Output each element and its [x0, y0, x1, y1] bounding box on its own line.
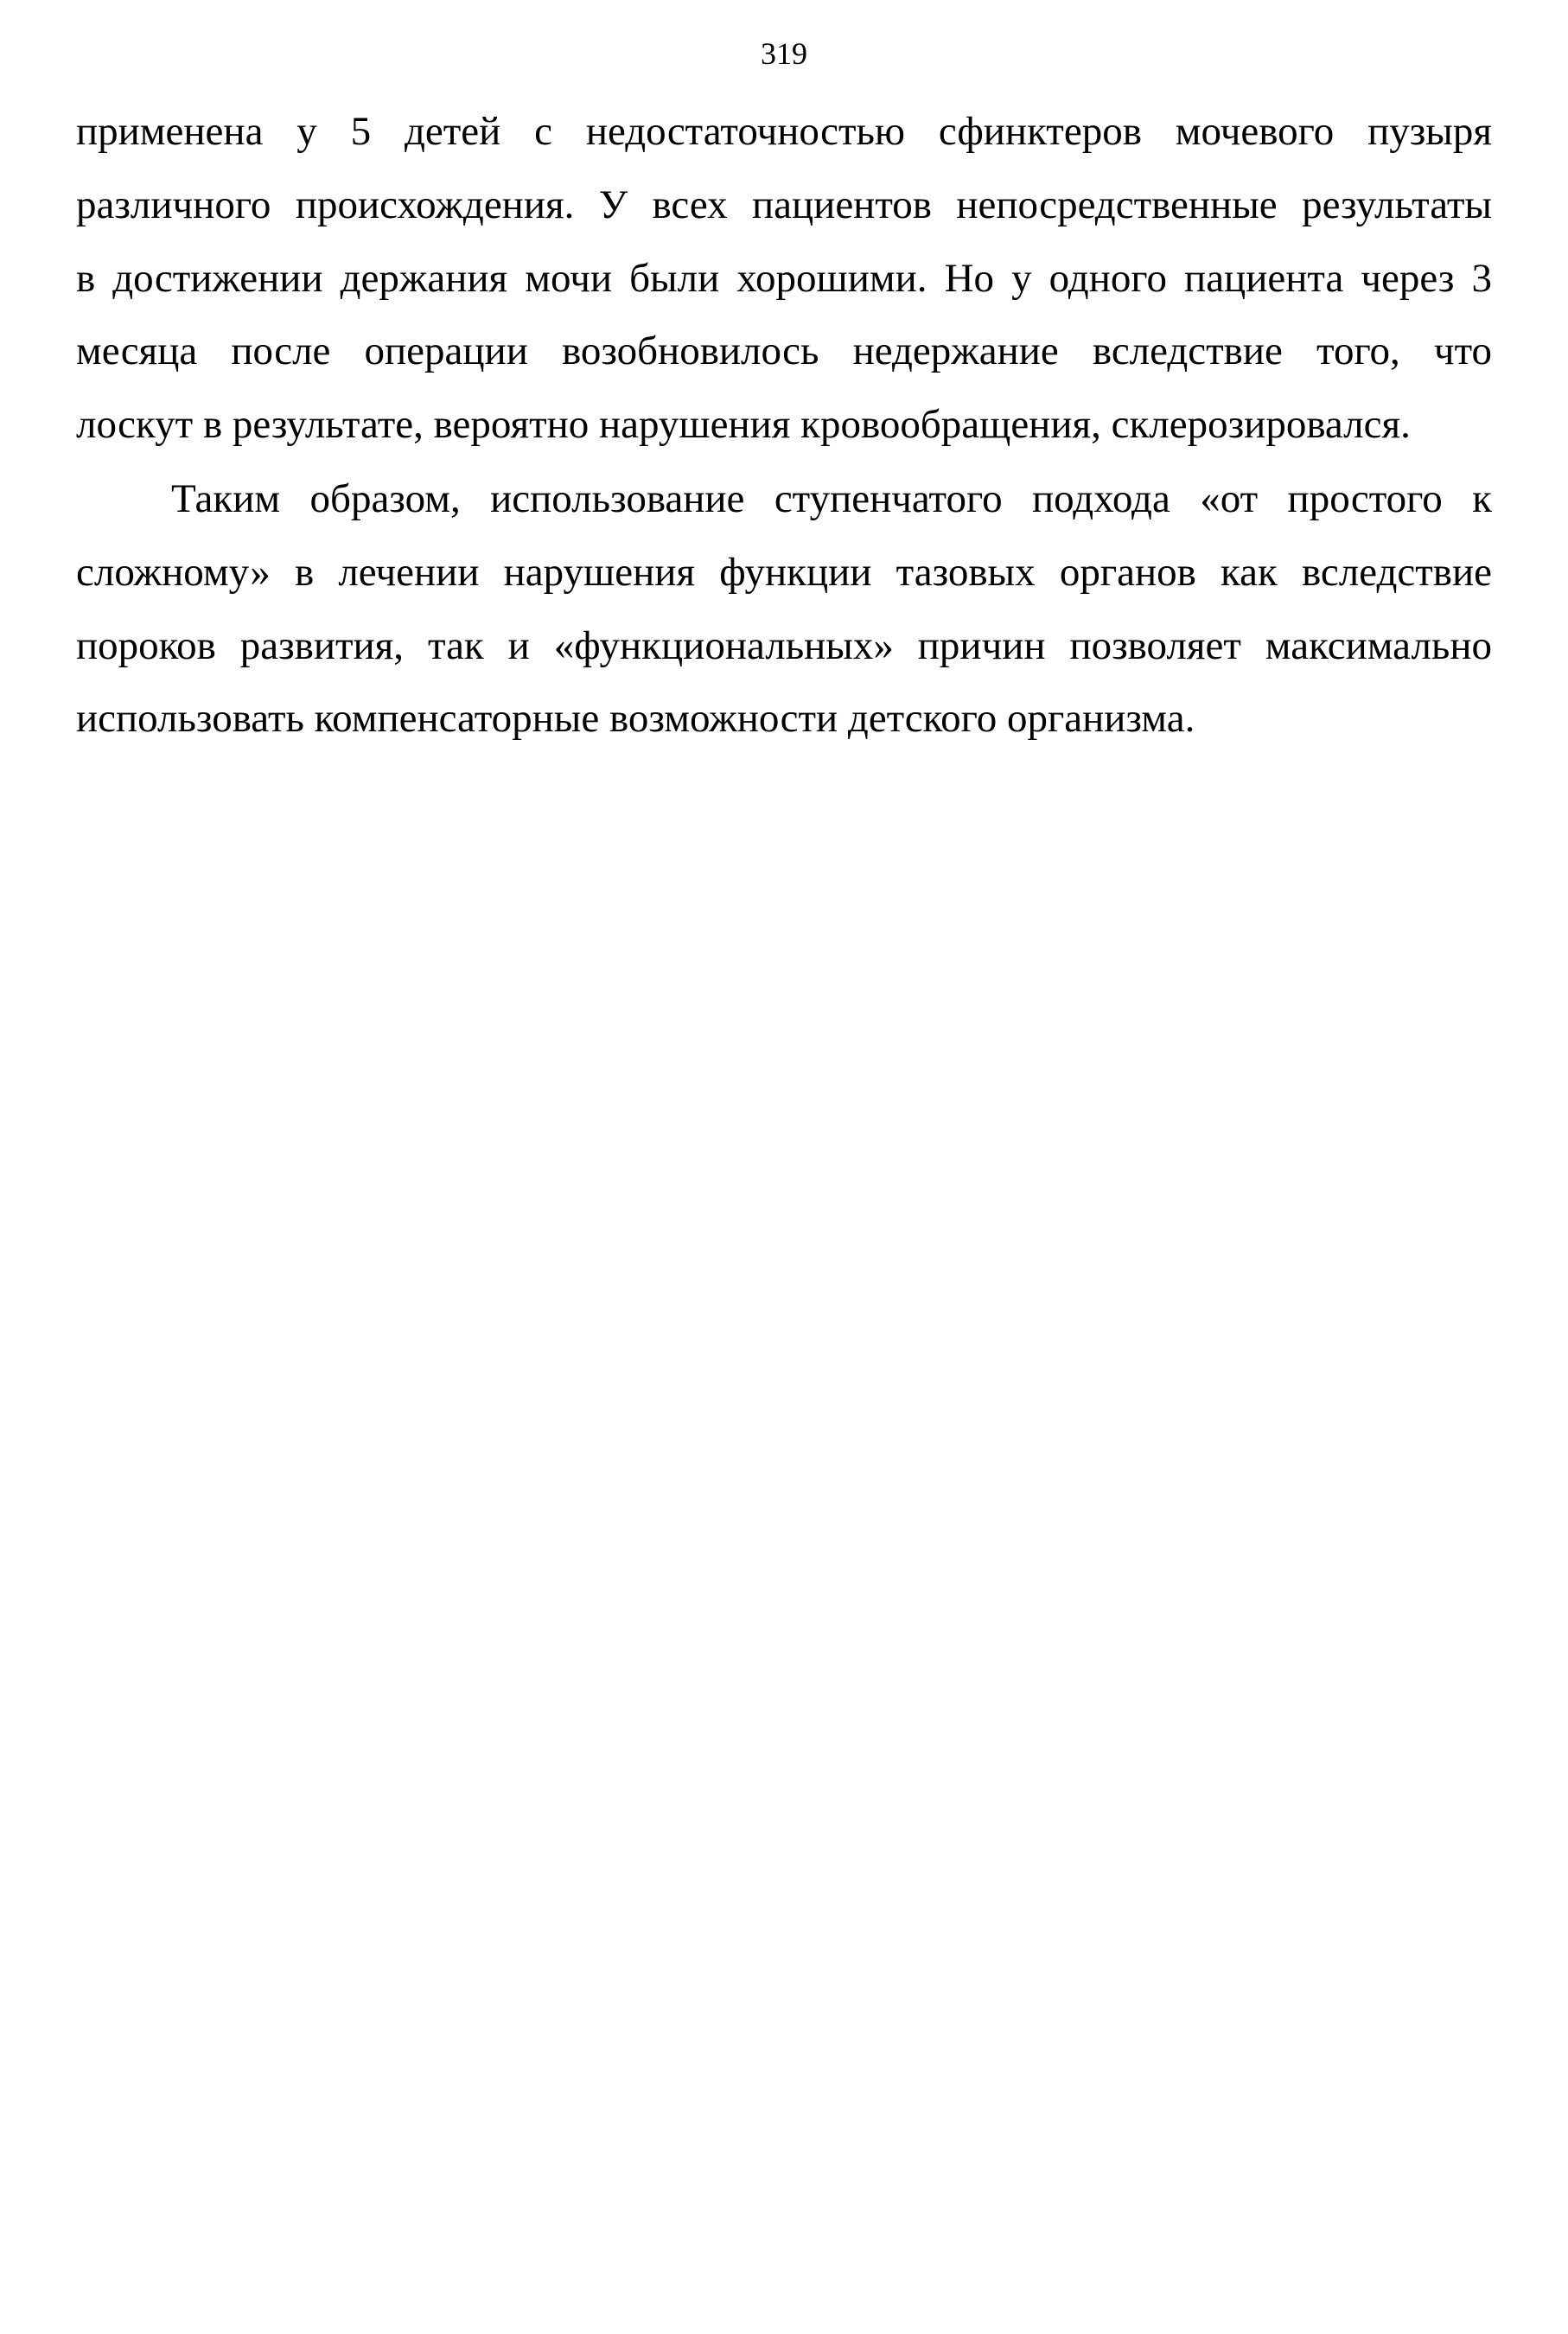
- text-line: применена у 5 детей с недостаточностью сфинктеров мочевого пузыря: [76, 109, 1492, 154]
- text-line: в достижении держания мочи были хорошими. Но у одного пациента через 3: [76, 256, 1492, 301]
- page-number: 319: [761, 36, 807, 71]
- text-line: месяца после операции возобновилось недержание вследствие того, что: [76, 328, 1492, 373]
- text-line: сложному» в лечении нарушения функции тазовых органов как вследствие: [76, 550, 1492, 595]
- text-line: лоскут в результате, вероятно нарушения кровообращения, склерозировался.: [76, 402, 1411, 447]
- text-line: пороков развития, так и «функциональных» причин позволяет максимально: [76, 623, 1492, 668]
- text-line: различного происхождения. У всех пациентов непосредственные результаты: [76, 182, 1492, 227]
- text-line: Таким образом, использование ступенчатого подхода «от простого к: [171, 476, 1492, 521]
- text-line: использовать компенсаторные возможности детского организма.: [76, 696, 1195, 741]
